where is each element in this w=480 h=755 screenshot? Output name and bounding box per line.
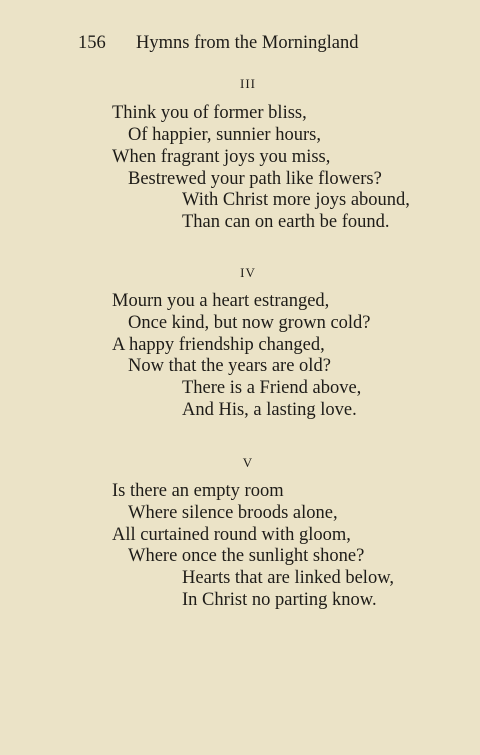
page-number: 156 (78, 33, 106, 53)
verse-line: And His, a lasting love. (182, 400, 357, 420)
verse-line: Where silence broods alone, (128, 503, 338, 523)
verse-line: Now that the years are old? (128, 356, 331, 376)
verse-line: Once kind, but now grown cold? (128, 313, 371, 333)
verse-line: With Christ more joys abound, (182, 190, 410, 210)
stanza-number: IV (240, 265, 256, 280)
stanza-number: III (240, 76, 256, 91)
page-header (78, 33, 359, 54)
stanza-number: V (242, 455, 254, 470)
verse-line: Than can on earth be found. (182, 212, 390, 232)
verse-line: Hearts that are linked below, (182, 568, 394, 588)
verse-line: All curtained round with gloom, (112, 525, 351, 545)
verse-line: A happy friendship changed, (112, 335, 325, 355)
verse-line: Where once the sunlight shone? (128, 546, 365, 566)
verse-line: Think you of former bliss, (112, 103, 307, 123)
verse-line: In Christ no parting know. (182, 590, 377, 610)
running-title: Hymns from the Morningland (136, 33, 359, 53)
verse-line: There is a Friend above, (182, 378, 362, 398)
verse-line: Bestrewed your path like flowers? (128, 169, 382, 189)
verse-line: Of happier, sunnier hours, (128, 125, 321, 145)
verse-line: When fragrant joys you miss, (112, 147, 331, 167)
verse-line: Mourn you a heart estranged, (112, 291, 330, 311)
verse-line: Is there an empty room (112, 481, 284, 501)
